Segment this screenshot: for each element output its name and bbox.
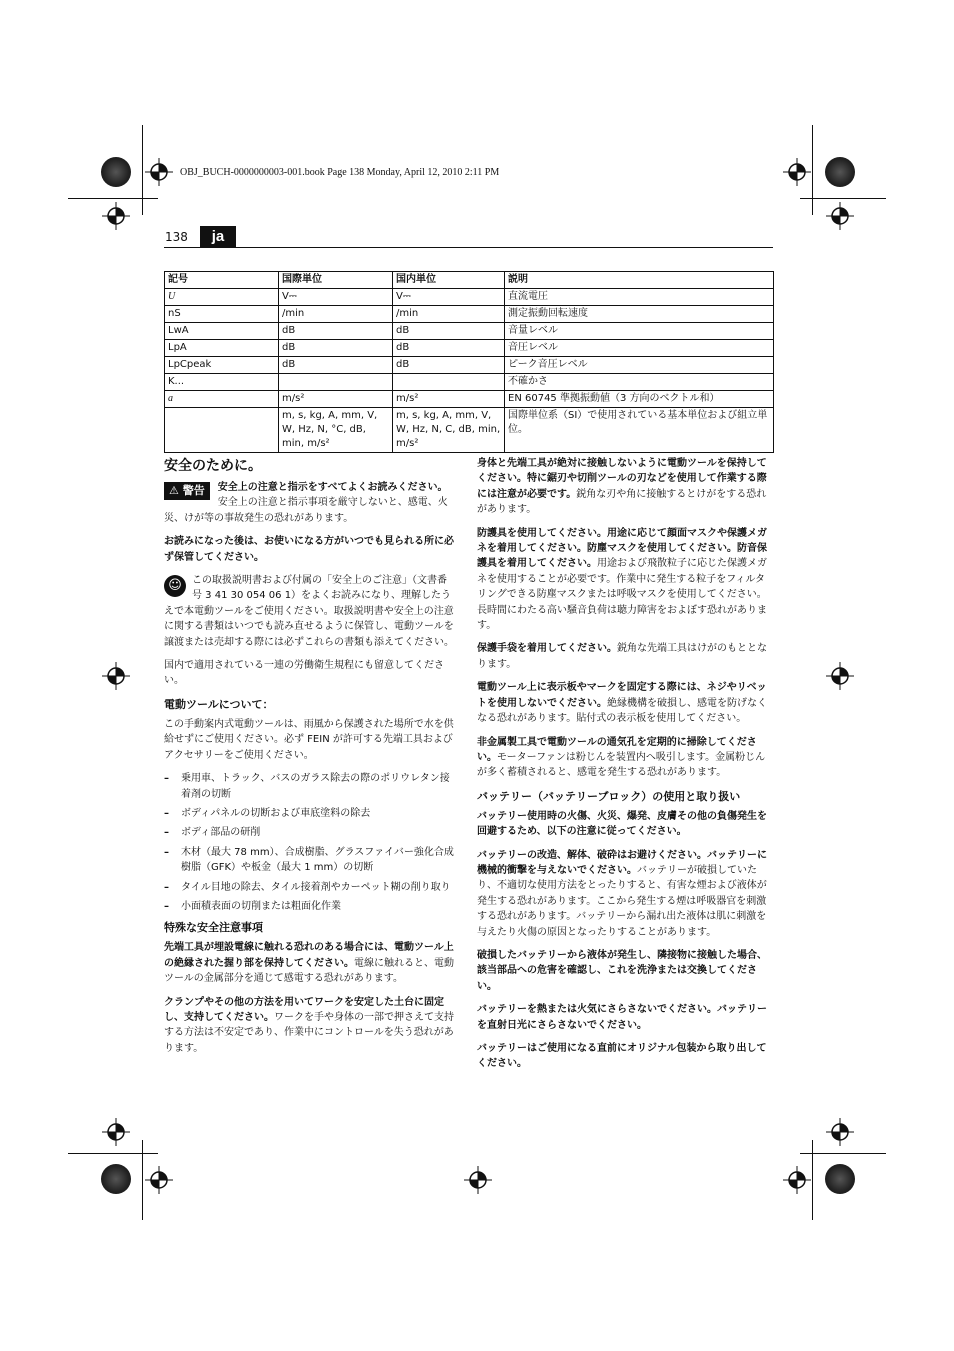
list-item: – ボディパネルの切断および車底塗料の除去: [164, 806, 456, 821]
table-row: [165, 306, 774, 323]
table-cell: m, s, kg, A, mm, V, W, Hz, N, °C, dB, min, m/s²: [279, 408, 393, 453]
table-cell: 不確かさ: [505, 374, 774, 391]
paragraph: [477, 526, 771, 634]
table-cell: 音量レベル: [505, 323, 774, 340]
column-header: 国内単位: [393, 272, 505, 289]
table-cell: /min: [279, 306, 393, 323]
table-row: [165, 357, 774, 374]
table-cell: [279, 374, 393, 391]
table-cell: dB: [393, 323, 505, 340]
manual-paragraph: [164, 573, 456, 650]
tool-heading: 電動ツールについて：: [164, 697, 274, 711]
paragraph-bold: 保護手袋を着用してください。: [477, 643, 617, 655]
list-item: – ボディ部品の研削: [164, 825, 456, 840]
language-tab: ja: [200, 226, 236, 247]
table-cell: /min: [393, 306, 505, 323]
table-row: [165, 391, 774, 408]
paragraph: [164, 995, 456, 1057]
table-cell: nS: [165, 306, 279, 323]
table-cell: dB: [393, 357, 505, 374]
table-cell: LpCpeak: [165, 357, 279, 374]
registration-mark-icon: [826, 1118, 854, 1146]
paragraph-text: 鋭角な刃や角に接触するとけがをする恐れがあります。: [477, 488, 767, 516]
paragraph-bold: バッテリーはご使用になる直前にオリジナル包装から取り出してください。: [477, 1043, 767, 1070]
uses-list: [164, 771, 456, 914]
paragraph-bold: クランプやその他の方法を用いてワークを安定した土台に固定し、支持してください。: [164, 996, 444, 1023]
table-cell: m, s, kg, A, mm, V, W, Hz, N, C, dB, min, m/s²: [393, 408, 505, 453]
table-cell: ピーク音圧レベル: [505, 357, 774, 374]
registration-mark-icon: [102, 662, 130, 690]
safety-heading: 安全のために。: [164, 458, 262, 474]
table-cell: 国際単位系（SI）で使用されている基本単位および組立単位。: [505, 408, 774, 453]
paragraph: [477, 456, 771, 518]
warning-bold: 安全上の注意と指示をすべてよくお読みください。: [217, 482, 448, 493]
left-column: [164, 456, 456, 1064]
table-cell: dB: [279, 357, 393, 374]
table-cell: [165, 408, 279, 453]
registration-mark-icon: [102, 202, 130, 230]
color-disc-icon: [101, 157, 131, 187]
table-cell: V⎓: [393, 289, 505, 306]
paragraph-text: ワークを手や身体の一部で押さえて支持する方法は不安定であり、作業中にコントロールを失う恐れがあります。: [164, 1011, 454, 1054]
paragraph-bold: バッテリー使用時の火傷、火災、爆発、皮膚その他の負傷発生を回避するため、以下の注意に従ってください。: [477, 810, 767, 838]
special-heading: 特殊な安全注意事項: [164, 921, 263, 935]
table-cell: 測定振動回転速度: [505, 306, 774, 323]
paragraph-bold: 先端工具が埋設電線に触れる恐れのある場合には、電動ツール上の絶縁された握り部を保持してください。: [164, 942, 454, 969]
paragraph-bold: 電動ツール上に表示板やマークを固定する際には、ネジやリベットを使用しないでください。: [477, 682, 767, 709]
manual-text: この取扱説明書および付属の「安全上のご注意」（文書番号 3 41 30 054 06 1）をよくお読みになり、理解したうえで本電動ツールをご使用ください。取扱説明書や安全上の注意に関する書類はいつでも読み直せるように保管し、電動ツールを譲渡または売却する際には必ずこれらの書類も添えてください。: [164, 575, 454, 648]
list-item: – タイル目地の除去、タイル接着剤やカーペット糊の削り取り: [164, 880, 456, 895]
registration-mark-icon: [464, 1166, 492, 1194]
table-cell: 直流電圧: [505, 289, 774, 306]
table-cell: m/s²: [393, 391, 505, 408]
list-item: – 小面積表面の切削または粗面化作業: [164, 899, 456, 914]
column-header: 記号: [165, 272, 279, 289]
print-slug: OBJ_BUCH-0000000003-001.book Page 138 Monday, April 12, 2010 2:11 PM: [180, 167, 500, 178]
registration-mark-icon: [145, 158, 173, 186]
paragraph: [477, 680, 771, 726]
table-row: [165, 323, 774, 340]
registration-mark-icon: [826, 202, 854, 230]
header-rule: [164, 247, 773, 248]
column-header: 説明: [505, 272, 774, 289]
registration-mark-icon: [102, 1118, 130, 1146]
table-cell: LwA: [165, 323, 279, 340]
paragraph-text: 鋭角な先端工具はけがのもととなります。: [477, 643, 767, 670]
paragraph-text: 絶縁機構を破損し、感電を防げなくなる恐れがあります。貼付式の表示板を使用してください。: [477, 697, 767, 725]
table-cell: K...: [165, 374, 279, 391]
units-table: [164, 271, 774, 453]
table-cell: a: [165, 391, 279, 408]
column-header: 国際単位: [279, 272, 393, 289]
table-cell: m/s²: [279, 391, 393, 408]
paragraph-text: 電線に触れると、電動ツールの金属部分を通じて感電する恐れがあります。: [164, 957, 454, 985]
table-row: [165, 340, 774, 357]
regulations-paragraph: 国内で適用されている一連の労働衛生規程にも留意してください。: [164, 660, 444, 687]
paragraph-bold: バッテリーの改造、解体、破砕はお避けください。バッテリーに機械的衝撃を与えないでください。: [477, 849, 767, 876]
table-row: [165, 408, 774, 453]
table-header-row: [165, 272, 774, 289]
paragraph-bold: 非金属製工具で電動ツールの通気孔を定期的に掃除してください。: [477, 736, 757, 763]
registration-mark-icon: [783, 1166, 811, 1194]
battery-heading: バッテリー（バッテリーブロック）の使用と取り扱い: [477, 789, 741, 803]
color-disc-icon: [825, 157, 855, 187]
table-row: [165, 289, 774, 306]
color-disc-icon: [101, 1164, 131, 1194]
paragraph: [477, 848, 771, 940]
table-cell: U: [165, 289, 279, 306]
list-item: – 木材（最大 78 mm）、合成樹脂、グラスファイバー強化合成樹脂（GFK）や板金（最大 1 mm）の切断: [164, 845, 456, 876]
paragraph-text: バッテリーが破損していたり、不適切な使用方法をとったりすると、有害な煙および液体が発生する恐れがあります。ここから発生する煙は呼吸器官を刺激する恐れがあります。バッテリーから漏れ出た液体は肌に刺激を与えたり火傷の原因となったりすることがあります。: [477, 864, 767, 938]
table-cell: EN 60745 準拠振動値（3 方向のベクトル和）: [505, 391, 774, 408]
list-item: – 乗用車、トラック、バスのガラス除去の際のポリウレタン接着剤の切断: [164, 771, 456, 802]
table-row: [165, 374, 774, 391]
warning-badge: [164, 482, 210, 500]
paragraph-text: モーターファンは粉じんを装置内へ吸引します。金属粉じんが多く蓄積されると、感電を発生する恐れがあります。: [477, 751, 766, 779]
registration-mark-icon: [145, 1166, 173, 1194]
registration-mark-icon: [783, 158, 811, 186]
warning-paragraph: [164, 480, 456, 526]
paragraph-bold: 防護具を使用してください。用途に応じて顔面マスクや保護メガネを着用してください。防塵マスクを使用してください。防音保護具を着用してください。: [477, 527, 767, 570]
warning-icon: ⚠: [169, 484, 179, 497]
table-cell: 音圧レベル: [505, 340, 774, 357]
table-cell: V⎓: [279, 289, 393, 306]
warning-text: 安全上の注意と指示事項を厳守しないと、感電、火災、けが等の事故発生の恐れがあります。: [164, 497, 448, 524]
paragraph: [164, 940, 456, 986]
table-cell: dB: [279, 340, 393, 357]
paragraph-bold: 破損したバッテリーから液体が発生し、隣接物に接触した場合、該当部品への危害を確認し、これを洗浄または交換してください。: [477, 949, 767, 992]
warning-label: 警告: [182, 484, 205, 497]
right-column: [477, 456, 771, 1080]
registration-mark-icon: [826, 662, 854, 690]
page-number: 138: [165, 230, 188, 244]
table-cell: dB: [393, 340, 505, 357]
paragraph-text: 用途および飛散粒子に応じた保護メガネを使用することが必要です。作業中に発生する粒子をフィルタリングできる防塵マスクまたは呼吸マスクを使用してください。長時間にわたる高い騒音負荷は聴力障害をおよぼす恐れがあります。: [477, 558, 767, 632]
keep-notice: お読みになった後は、お使いになる方がいつでも見られる所に必ず保管してください。: [164, 536, 454, 563]
paragraph-bold: 身体と先端工具が絶対に接触しないように電動ツールを保持してください。特に鋸刃や切削ツールの刃などを使用して作業する際には注意が必要です。: [477, 458, 767, 500]
paragraph-bold: バッテリーを熱または火気にさらさないでください。バッテリーを直射日光にさらさないでください。: [477, 1004, 767, 1031]
table-cell: LpA: [165, 340, 279, 357]
table-cell: [393, 374, 505, 391]
paragraph: [477, 641, 771, 672]
color-disc-icon: [825, 1164, 855, 1194]
read-manual-icon: ☺: [164, 575, 186, 597]
tool-paragraph: この手動案内式電動ツールは、雨風から保護された場所で水を供給せずにご使用ください。必ず FEIN が許可する先端工具およびアクセサリーをご使用ください。: [164, 718, 454, 761]
paragraph: [477, 735, 771, 781]
table-cell: dB: [279, 323, 393, 340]
